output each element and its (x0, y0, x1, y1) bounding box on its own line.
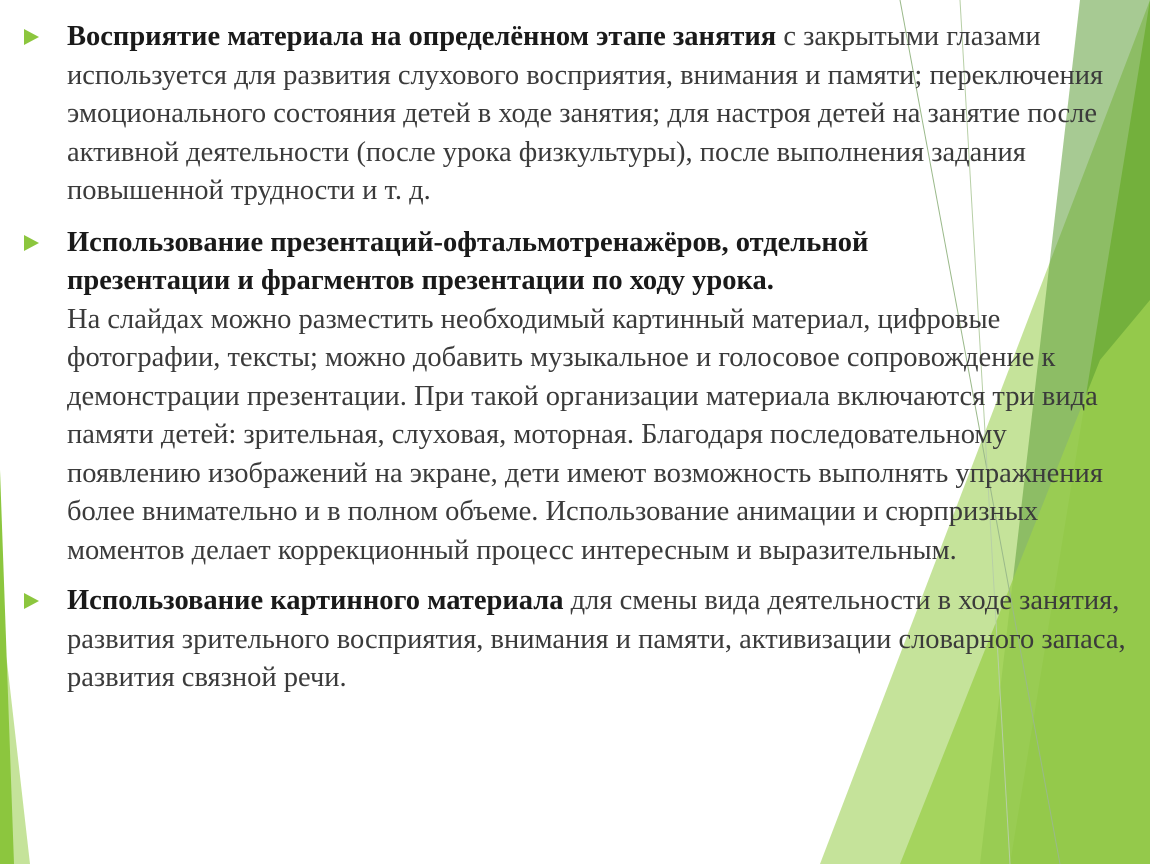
bullet-list (24, 18, 1134, 698)
item-heading-line-2: презентации и фрагментов презентации по ходу урока. (67, 265, 774, 296)
list-item (24, 582, 1134, 698)
triangle-bullet-icon (24, 593, 39, 609)
item-heading: Восприятие материала на определённом этапе занятия (67, 21, 777, 52)
item-text: На слайдах можно разместить необходимый картинный материал, цифровые фотографии, тексты; можно добавить музыкальное и голосовое сопровождение к демонстрации презентации. При такой организации материала включаются три вида памяти детей: зрительная, слуховая, моторная. Благодаря последовательному появлению изображений на экране, дети имеют возможность выполнять упражнения более внимательно и в полном объеме. Использование анимации и сюрпризных моментов делает коррекционный процесс интересным и выразительным. (67, 303, 1103, 566)
triangle-bullet-icon (24, 235, 39, 251)
item-heading-line-1: Использование презентаций-офтальмотренажёров, отдельной (67, 226, 869, 258)
left-green-wedge (0, 470, 14, 864)
item-text: для смены вида деятельности в ходе занятия, развития зрительного восприятия, внимания и памяти, активизации словарного запаса, развития связной речи. (67, 585, 1126, 693)
item-heading: Использование картинного материала (67, 585, 564, 616)
list-item (24, 224, 1134, 571)
item-text: с закрытыми глазами используется для развития слухового восприятия, внимания и памяти; переключения эмоционального состояния детей в ходе занятия; для настроя детей на занятие после активной деятельности (после урока физкультуры), после выполнения задания повышенной трудности и т. д. (67, 21, 1104, 206)
triangle-bullet-icon (24, 29, 39, 45)
list-item (24, 18, 1134, 211)
